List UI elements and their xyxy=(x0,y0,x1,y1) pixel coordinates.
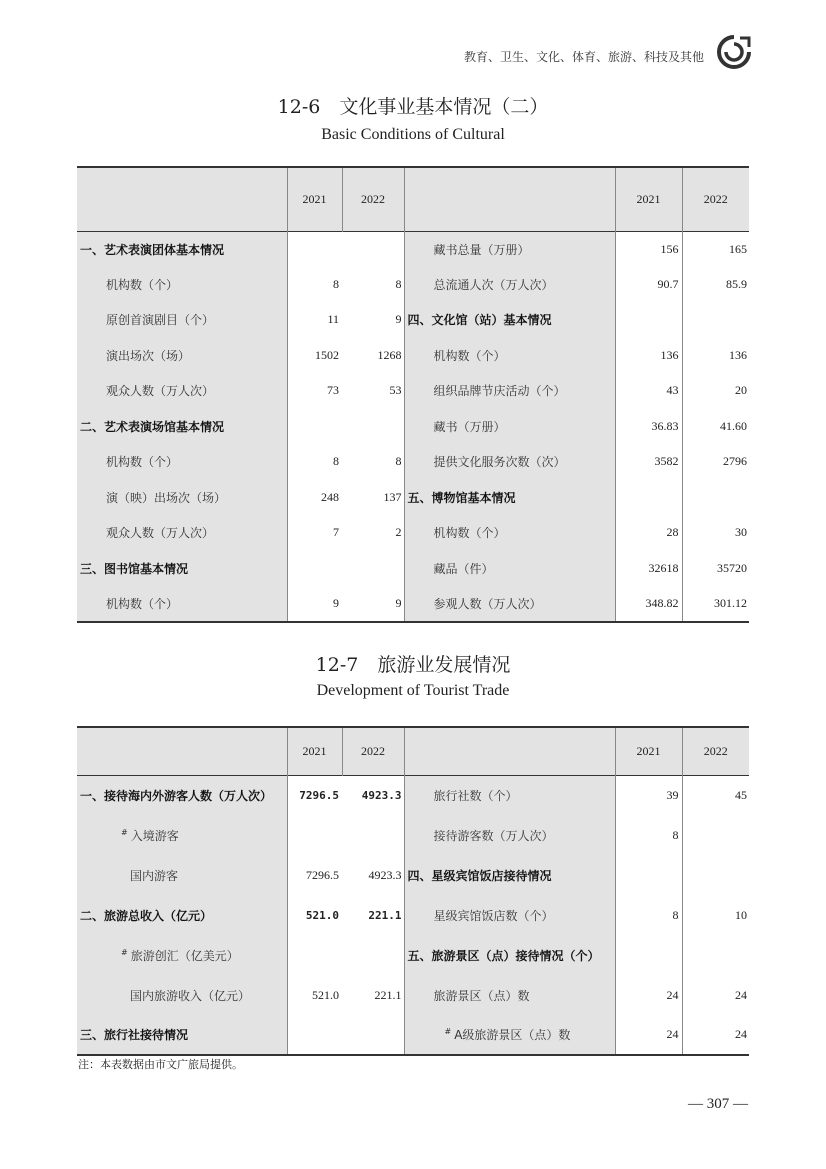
left-row-label-text: 演出场次（场） xyxy=(106,348,191,363)
value-2021-left xyxy=(287,1015,342,1055)
right-row-label-text: 机构数（个） xyxy=(433,348,506,363)
table-row xyxy=(77,975,749,1015)
running-header: 教育、卫生、文化、体育、旅游、科技及其他 xyxy=(463,50,704,64)
table-row xyxy=(77,515,749,551)
value-2021-left: 1502 xyxy=(287,338,342,374)
value-2022-right: 301.12 xyxy=(682,586,749,622)
left-row-label xyxy=(77,975,287,1015)
right-row-label xyxy=(404,302,615,338)
left-row-label xyxy=(77,515,287,551)
value-2022-right: 136 xyxy=(682,338,749,374)
right-row-label xyxy=(404,775,615,815)
value-2021-left: 11 xyxy=(287,302,342,338)
value-2022-left xyxy=(342,815,404,855)
left-row-label xyxy=(77,231,287,267)
left-row-label-text: 观众人数（万人次） xyxy=(106,384,215,399)
left-row-label xyxy=(77,895,287,935)
value-2022-right xyxy=(682,302,749,338)
header-2021: 2021 xyxy=(287,167,342,231)
value-2021-left: 7296.5 xyxy=(287,855,342,895)
left-row-label xyxy=(77,444,287,480)
table-row xyxy=(77,895,749,935)
value-2021-right: 24 xyxy=(615,975,682,1015)
value-2022-left: 137 xyxy=(342,480,404,516)
left-row-label-text: 一、接待海内外游客人数（万人次） xyxy=(80,788,273,803)
value-2022-left: 4923.3 xyxy=(342,855,404,895)
left-row-label-text: 二、艺术表演场馆基本情况 xyxy=(80,419,225,434)
value-2022-left: 8 xyxy=(342,267,404,303)
right-row-label-text: 总流通人次（万人次） xyxy=(433,277,554,292)
value-2021-right xyxy=(615,935,682,975)
value-2022-right xyxy=(682,935,749,975)
table-row xyxy=(77,409,749,445)
left-row-label xyxy=(77,586,287,622)
right-row-label-text: 五、博物馆基本情况 xyxy=(407,490,516,505)
value-2021-right xyxy=(615,855,682,895)
value-2022-right xyxy=(682,480,749,516)
value-2021-left: 521.0 xyxy=(287,975,342,1015)
table-row xyxy=(77,586,749,622)
value-2022-right: 41.60 xyxy=(682,409,749,445)
table-row xyxy=(77,551,749,587)
value-2021-left: 9 xyxy=(287,586,342,622)
yearbook-logo-icon xyxy=(716,34,752,70)
value-2021-left: 248 xyxy=(287,480,342,516)
right-row-label xyxy=(404,935,615,975)
cultural-conditions-table xyxy=(77,166,749,623)
left-row-label xyxy=(77,302,287,338)
table-row xyxy=(77,338,749,374)
value-2021-left xyxy=(287,935,342,975)
left-row-label-text: 三、图书馆基本情况 xyxy=(80,561,189,576)
left-row-label-text: 机构数（个） xyxy=(106,277,179,292)
value-2021-left: 7296.5 xyxy=(287,775,342,815)
value-2022-right: 10 xyxy=(682,895,749,935)
left-row-label-text: 国内游客 xyxy=(130,868,179,883)
header-label-blank xyxy=(404,167,615,231)
value-2021-right: 36.83 xyxy=(615,409,682,445)
right-row-label-text: 提供文化服务次数（次） xyxy=(433,455,566,470)
left-row-label-text: 原创首演剧目（个） xyxy=(106,313,215,328)
left-row-label-text: 演（映）出场次（场） xyxy=(106,490,227,505)
right-row-label xyxy=(404,815,615,855)
left-row-label xyxy=(77,855,287,895)
value-2021-right xyxy=(615,302,682,338)
value-2022-left: 221.1 xyxy=(342,975,404,1015)
table-row xyxy=(77,302,749,338)
right-row-label xyxy=(404,551,615,587)
value-2021-right: 24 xyxy=(615,1015,682,1055)
right-row-label xyxy=(404,231,615,267)
left-row-label-text: 机构数（个） xyxy=(106,455,179,470)
value-2021-left xyxy=(287,409,342,445)
right-row-label-text: 星级宾馆饭店数（个） xyxy=(433,908,554,923)
value-2021-right: 39 xyxy=(615,775,682,815)
value-2022-left xyxy=(342,231,404,267)
table-row xyxy=(77,267,749,303)
value-2022-left: 4923.3 xyxy=(342,775,404,815)
value-2021-right: 348.82 xyxy=(615,586,682,622)
value-2021-right: 8 xyxy=(615,895,682,935)
value-2022-left xyxy=(342,935,404,975)
left-row-label xyxy=(77,551,287,587)
header-2021: 2021 xyxy=(615,167,682,231)
value-2022-left: 2 xyxy=(342,515,404,551)
value-2021-right: 8 xyxy=(615,815,682,855)
value-2022-left: 9 xyxy=(342,302,404,338)
header-2022: 2022 xyxy=(682,167,749,231)
footnote-mark: # xyxy=(121,947,128,957)
tourist-trade-table xyxy=(77,726,749,1056)
right-row-label-text: 五、旅游景区（点）接待情况（个） xyxy=(407,948,600,963)
right-row-label xyxy=(404,409,615,445)
value-2022-left: 9 xyxy=(342,586,404,622)
right-row-label-text: 参观人数（万人次） xyxy=(433,596,542,611)
table1-subtitle: Basic Conditions of Cultural xyxy=(321,126,505,143)
table-note: 注：本表数据由市文广旅局提供。 xyxy=(78,1058,243,1071)
right-row-label xyxy=(404,480,615,516)
value-2021-right: 90.7 xyxy=(615,267,682,303)
left-row-label xyxy=(77,267,287,303)
table-row xyxy=(77,775,749,815)
value-2022-right: 35720 xyxy=(682,551,749,587)
value-2021-left: 521.0 xyxy=(287,895,342,935)
table-row xyxy=(77,855,749,895)
right-row-label-text: 藏品（件） xyxy=(433,561,494,576)
value-2021-left xyxy=(287,231,342,267)
left-row-label xyxy=(77,373,287,409)
table-row xyxy=(77,935,749,975)
footnote-mark: # xyxy=(121,827,128,837)
left-row-label-text: 观众人数（万人次） xyxy=(106,526,215,541)
table-row xyxy=(77,231,749,267)
right-row-label-text: 旅游景区（点）数 xyxy=(433,988,530,1003)
right-row-label xyxy=(404,444,615,480)
right-row-label xyxy=(404,338,615,374)
value-2021-right: 28 xyxy=(615,515,682,551)
header-2022: 2022 xyxy=(342,727,404,775)
table1-title: 12-6 文化事业基本情况（二） xyxy=(277,96,549,118)
value-2022-right: 165 xyxy=(682,231,749,267)
left-row-label xyxy=(77,815,287,855)
value-2021-right: 136 xyxy=(615,338,682,374)
value-2021-right: 43 xyxy=(615,373,682,409)
header-2022: 2022 xyxy=(682,727,749,775)
page-number: — 307 — xyxy=(688,1096,748,1112)
left-row-label xyxy=(77,1015,287,1055)
table-header-row xyxy=(77,727,749,775)
header-2022: 2022 xyxy=(342,167,404,231)
value-2022-right: 45 xyxy=(682,775,749,815)
value-2021-left: 8 xyxy=(287,444,342,480)
value-2022-right: 85.9 xyxy=(682,267,749,303)
left-row-label-text: 国内旅游收入（亿元） xyxy=(130,988,251,1003)
value-2021-left xyxy=(287,815,342,855)
left-row-label xyxy=(77,935,287,975)
right-row-label xyxy=(404,267,615,303)
value-2021-right: 156 xyxy=(615,231,682,267)
right-row-label-text: A级旅游景区（点）数 xyxy=(454,1028,571,1042)
table-header-row xyxy=(77,167,749,231)
value-2022-left: 53 xyxy=(342,373,404,409)
table-row xyxy=(77,373,749,409)
left-row-label xyxy=(77,480,287,516)
right-row-label xyxy=(404,373,615,409)
left-row-label-text: 入境游客 xyxy=(130,828,179,843)
header-label-blank xyxy=(77,167,287,231)
table2-title: 12-7 旅游业发展情况 xyxy=(315,654,511,676)
value-2022-right: 2796 xyxy=(682,444,749,480)
value-2022-right: 24 xyxy=(682,1015,749,1055)
header-2021: 2021 xyxy=(287,727,342,775)
right-row-label xyxy=(404,1015,615,1055)
right-row-label-text: 接待游客数（万人次） xyxy=(433,828,554,843)
value-2021-right: 32618 xyxy=(615,551,682,587)
right-row-label-text: 四、星级宾馆饭店接待情况 xyxy=(407,868,552,883)
left-row-label-text: 三、旅行社接待情况 xyxy=(80,1028,189,1042)
left-row-label-text: 二、旅游总收入（亿元） xyxy=(80,908,213,923)
left-row-label-text: 旅游创汇（亿美元） xyxy=(130,948,239,963)
value-2022-right xyxy=(682,815,749,855)
right-row-label xyxy=(404,855,615,895)
value-2021-left: 8 xyxy=(287,267,342,303)
table-row xyxy=(77,815,749,855)
value-2022-left: 221.1 xyxy=(342,895,404,935)
left-row-label xyxy=(77,775,287,815)
value-2022-left xyxy=(342,409,404,445)
right-row-label-text: 藏书总量（万册） xyxy=(433,242,530,257)
value-2021-right xyxy=(615,480,682,516)
value-2022-left xyxy=(342,551,404,587)
value-2022-right: 30 xyxy=(682,515,749,551)
left-row-label-text: 一、艺术表演团体基本情况 xyxy=(80,242,225,257)
value-2022-right: 20 xyxy=(682,373,749,409)
right-row-label-text: 旅行社数（个） xyxy=(433,788,518,803)
left-row-label xyxy=(77,338,287,374)
left-row-label-text: 机构数（个） xyxy=(106,596,179,611)
right-row-label xyxy=(404,975,615,1015)
right-row-label-text: 组织品牌节庆活动（个） xyxy=(433,384,566,399)
right-row-label-text: 四、文化馆（站）基本情况 xyxy=(407,313,552,328)
header-label-blank xyxy=(404,727,615,775)
table-row xyxy=(77,444,749,480)
right-row-label xyxy=(404,895,615,935)
right-row-label-text: 机构数（个） xyxy=(433,526,506,541)
header-2021: 2021 xyxy=(615,727,682,775)
value-2021-left: 73 xyxy=(287,373,342,409)
value-2022-left: 8 xyxy=(342,444,404,480)
table2-subtitle: Development of Tourist Trade xyxy=(316,682,510,699)
right-row-label xyxy=(404,515,615,551)
value-2022-left xyxy=(342,1015,404,1055)
value-2021-left: 7 xyxy=(287,515,342,551)
right-row-label xyxy=(404,586,615,622)
table-row xyxy=(77,480,749,516)
footnote-mark: # xyxy=(444,1027,452,1036)
value-2022-left: 1268 xyxy=(342,338,404,374)
value-2022-right: 24 xyxy=(682,975,749,1015)
header-label-blank xyxy=(77,727,287,775)
table-row xyxy=(77,1015,749,1055)
value-2022-right xyxy=(682,855,749,895)
right-row-label-text: 藏书（万册） xyxy=(433,419,506,434)
value-2021-right: 3582 xyxy=(615,444,682,480)
value-2021-left xyxy=(287,551,342,587)
left-row-label xyxy=(77,409,287,445)
